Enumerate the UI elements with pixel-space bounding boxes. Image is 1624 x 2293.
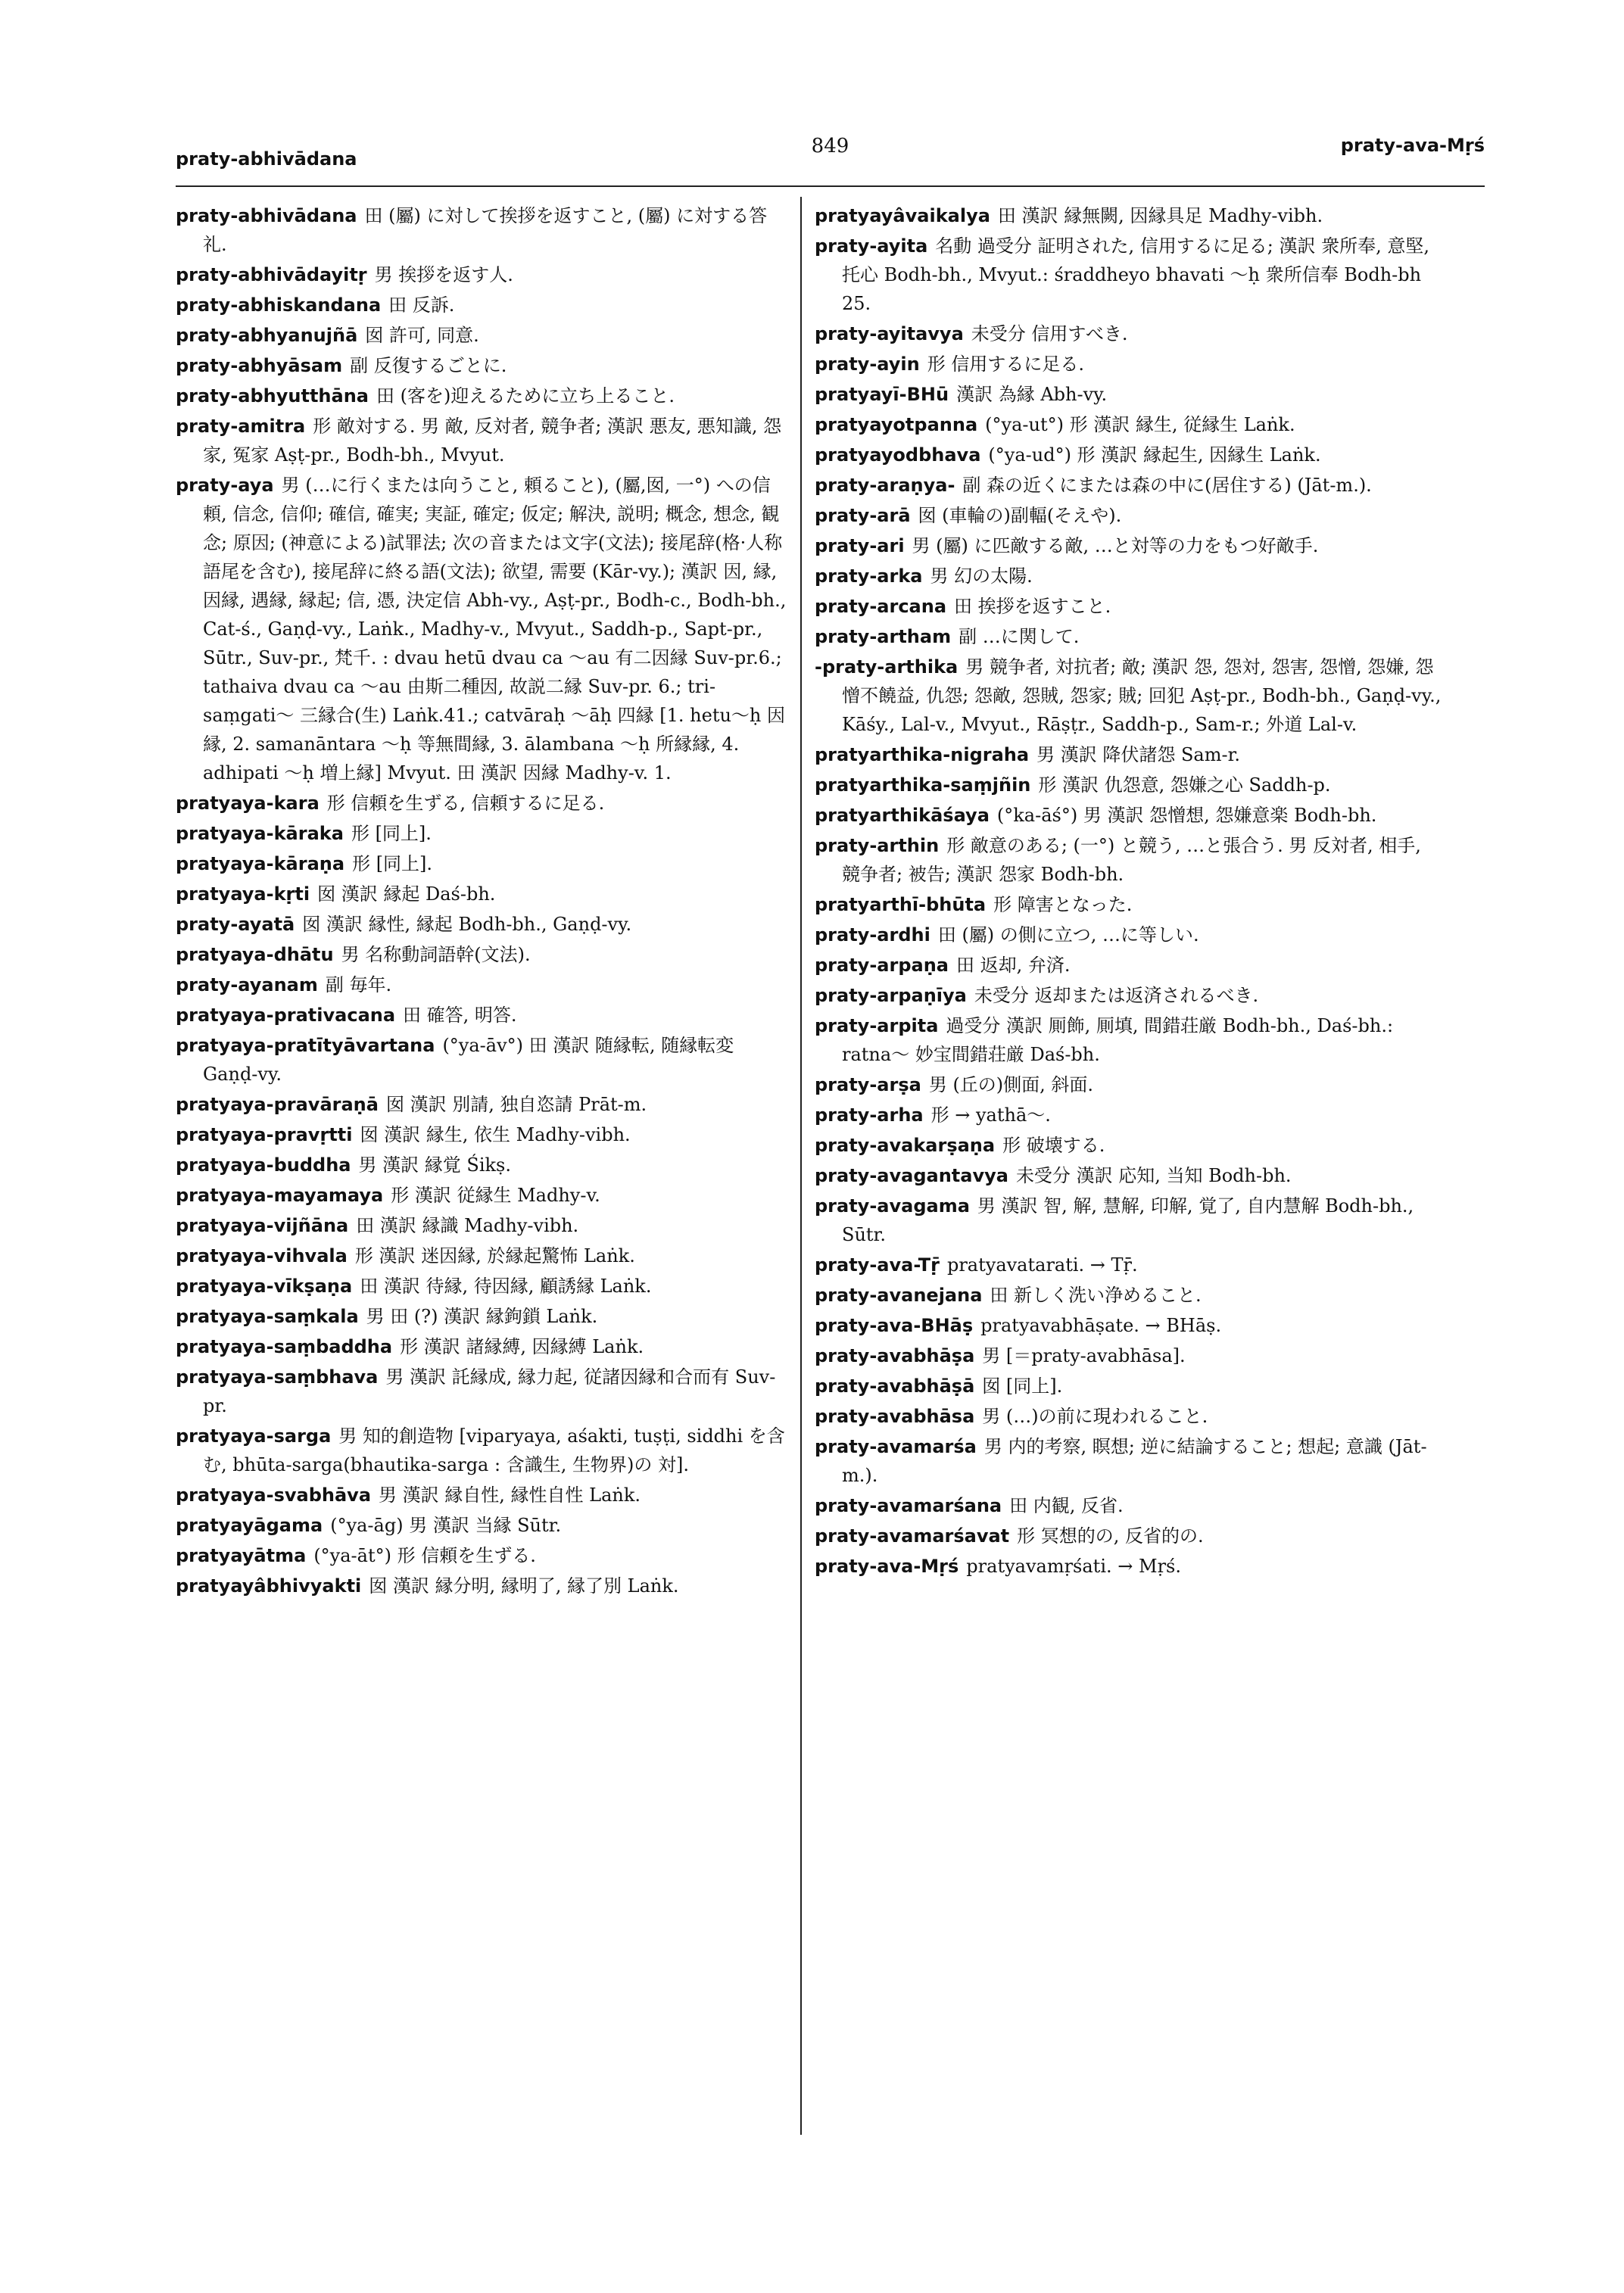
- entry-headword: praty-ayanam: [176, 974, 318, 995]
- entry-definition: 形 漢訳 従縁生 Madhy-v.: [391, 1185, 600, 1206]
- dictionary-entry: [176, 1422, 787, 1479]
- entry-definition: 未受分 漢訳 応知, 当知 Bodh-bh.: [1015, 1165, 1292, 1186]
- entry-definition: pratyavatarati. → Tṝ.: [946, 1254, 1138, 1276]
- entry-headword: praty-ayitavya: [815, 323, 964, 344]
- dictionary-entry: [815, 1070, 1443, 1099]
- dictionary-entry: [176, 1181, 787, 1210]
- entry-definition: 漢訳 為縁 Abh-vy.: [956, 384, 1108, 405]
- entry-definition: 男 漢訳 智, 解, 慧解, 印解, 覚了, 自内慧解 Bodh-bh., Sūtr.: [842, 1195, 1414, 1245]
- entry-definition: 田 内観, 反省.: [1009, 1495, 1124, 1516]
- entry-definition: 副 反復するごとに.: [350, 355, 507, 376]
- entry-definition: 未受分 返却または返済されるべき.: [974, 985, 1259, 1006]
- dictionary-entry: [815, 1552, 1443, 1581]
- dictionary-entry: [176, 1272, 787, 1301]
- dictionary-entry: [815, 801, 1443, 830]
- entry-headword: pratyaya-prativacana: [176, 1005, 396, 1026]
- entry-definition: 副 森の近くにまたは森の中に(居住する) (Jāt-m.).: [962, 475, 1372, 496]
- entry-headword: pratyaya-svabhāva: [176, 1485, 372, 1506]
- entry-definition: 田 (屬) に対して挨拶を返すこと, (屬) に対する答礼.: [203, 205, 768, 255]
- dictionary-entry: [815, 319, 1443, 348]
- entry-definition: 田 漢訳 縁無闕, 因縁具足 Madhy-vibh.: [997, 205, 1323, 226]
- entry-definition: 男 漢訳 縁覚 Śikṣ.: [358, 1154, 511, 1176]
- entry-definition: 男 (…に行くまたは向うこと, 頼ること), (屬,囡, 一°) への信頼, 信念, 信仰; 確信, 確実; 実証, 確定; 仮定; 解決, 説明; 概念, 想念, 観念; 原因; (神意による)試罪法; 次の音または文字(文法); 接尾辞(格·人称語尾を含む), 接尾辞に終る語(文法); 欲望, 需要 (Kār-vy.); 漢訳 因, 縁, 因縁, 遇縁, 縁起; 信, 憑, 決定信 Abh-vy., Aṣṭ-pr., Bodh-c., Bodh-bh., Cat-ś., Gaṇḍ-vy., Laṅk., Madhy-v., Mvyut., Saddh-p., Sapt-pr., Sūtr., Suv-pr., 梵千. : dvau hetū dvau ca ～au 有二因縁 Suv-pr.6.; tathaiva dvau ca ～au 由斯二種因, 故説二縁 Suv-pr. 6.; tri-saṃgati～ 三縁合(生) Laṅk.41.; catvāraḥ ～āḥ 四縁 [1. hetu～ḥ 因縁, 2. samanāntara ～ḥ 等無間縁, 3. ālambana ～ḥ 所縁縁, 4. adhipati ～ḥ 増上縁] Mvyut. 田 漢訳 因縁 Madhy-v. 1.: [203, 475, 787, 784]
- entry-headword: pratyarthikāśaya: [815, 805, 990, 826]
- entry-headword: praty-arpaṇīya: [815, 985, 967, 1006]
- entry-definition: 男 知的創造物 [viparyaya, aśakti, tuṣṭi, siddhi を含む, bhūta-sarga(bhautika-sarga : 含識生, 生物界)の 対].: [203, 1425, 785, 1475]
- entry-headword: praty-avabhāṣā: [815, 1375, 975, 1397]
- entry-definition: (°ya-āt°) 形 信頼を生ずる.: [313, 1545, 536, 1566]
- dictionary-entry: [815, 562, 1443, 590]
- entry-headword: pratyayātma: [176, 1545, 307, 1566]
- entry-headword: praty-arā: [815, 505, 911, 526]
- entry-headword: pratyaya-vīkṣaṇa: [176, 1276, 353, 1297]
- dictionary-entry: [815, 1161, 1443, 1190]
- entry-definition: 田 挨拶を返すこと.: [954, 596, 1111, 617]
- dictionary-entry: [176, 321, 787, 350]
- entry-definition: 男 挨拶を返す人.: [374, 264, 513, 285]
- header-rule: [176, 185, 1485, 187]
- entry-headword: pratyayâbhivyakti: [176, 1575, 362, 1597]
- entry-headword: praty-ayin: [815, 354, 920, 375]
- dictionary-entry: [815, 1402, 1443, 1431]
- dictionary-entry: [815, 831, 1443, 889]
- entry-headword: pratyarthika-saṃjñin: [815, 774, 1031, 796]
- dictionary-entry: [815, 1131, 1443, 1160]
- entry-headword: praty-aya: [176, 475, 274, 496]
- entry-definition: (°ya-āv°) 田 漢訳 随縁転, 随縁転変 Gaṇḍ-vy.: [203, 1035, 734, 1085]
- dictionary-entry: [176, 849, 787, 878]
- entry-definition: 田 反訴.: [388, 294, 455, 316]
- entry-headword: pratyaya-vihvala: [176, 1245, 348, 1266]
- dictionary-entry: [176, 1001, 787, 1030]
- dictionary-entry: [176, 201, 787, 259]
- dictionary-entry: [815, 653, 1443, 739]
- dictionary-entry: [815, 1522, 1443, 1550]
- entry-definition: 田 (屬) の側に立つ, …に等しい.: [937, 924, 1199, 946]
- entry-headword: pratyayotpanna: [815, 414, 978, 435]
- entry-definition: 男 (屬) に匹敵する敵, …と対等の力をもつ好敵手.: [912, 535, 1319, 556]
- entry-definition: pratyavabhāṣate. → BHāṣ.: [980, 1315, 1222, 1336]
- page-number: 849: [811, 135, 849, 157]
- entry-headword: praty-arha: [815, 1104, 924, 1126]
- entry-definition: 男 競争者, 対抗者; 敵; 漢訳 怨, 怨対, 怨害, 怨憎, 怨嫌, 怨憎不饒益, 仇怨; 怨敵, 怨賊, 怨家; 賊; 回犯 Aṣṭ-pr., Bodh-bh., Gaṇḍ-vy., Kāśy., Lal-v., Mvyut., Rāṣṭr., Saddh-p., Sam-r.; 外道 Lal-v.: [842, 656, 1442, 735]
- dictionary-entry: [176, 1332, 787, 1361]
- entry-headword: praty-ayatā: [176, 914, 295, 935]
- dictionary-entry: [176, 1511, 787, 1540]
- entry-definition: (°ka-āś°) 男 漢訳 怨憎想, 怨嫌意楽 Bodh-bh.: [996, 805, 1377, 826]
- entry-definition: 田 確答, 明答.: [403, 1005, 517, 1026]
- entry-definition: 男 [＝praty-avabhāsa].: [982, 1345, 1186, 1366]
- entry-definition: 男 幻の太陽.: [930, 565, 1033, 587]
- entry-definition: 形 漢訳 諸縁縛, 因縁縛 Laṅk.: [400, 1336, 644, 1357]
- entry-headword: pratyaya-buddha: [176, 1154, 351, 1176]
- entry-headword: pratyaya-mayamaya: [176, 1185, 384, 1206]
- dictionary-entry: [815, 410, 1443, 439]
- entry-headword: praty-ava-Mṛś: [815, 1556, 959, 1577]
- entry-headword: pratyaya-saṃbaddha: [176, 1336, 393, 1357]
- dictionary-entry: [815, 1341, 1443, 1370]
- entry-definition: 田 (客を)迎えるために立ち上ること.: [376, 385, 675, 407]
- entry-headword: pratyaya-kara: [176, 793, 320, 814]
- entry-headword: praty-abhyanujñā: [176, 325, 358, 346]
- entry-definition: 男 漢訳 託縁成, 縁力起, 従諸因縁和合而有 Suv-pr.: [203, 1366, 776, 1416]
- entry-definition: 副 …に関して.: [959, 626, 1080, 647]
- dictionary-entry: [815, 890, 1443, 919]
- entry-headword: praty-abhiskandana: [176, 294, 382, 316]
- dictionary-entry: [176, 1541, 787, 1570]
- entry-definition: 男 漢訳 降伏諸怨 Sam-r.: [1036, 744, 1241, 765]
- dictionary-entry: [176, 1302, 787, 1331]
- entry-headword: pratyaya-vijñāna: [176, 1215, 349, 1236]
- entry-definition: 男 (…)の前に現われること.: [982, 1406, 1208, 1427]
- entry-headword: praty-ava-Tṝ: [815, 1254, 940, 1276]
- entry-definition: 形 敵対する. 男 敵, 反対者, 競争者; 漢訳 悪友, 悪知識, 怨家, 冤家 Aṣṭ-pr., Bodh-bh., Mvyut.: [203, 416, 782, 466]
- dictionary-entry: [815, 1311, 1443, 1340]
- entry-headword: praty-avabhāsa: [815, 1406, 975, 1427]
- entry-headword: praty-artham: [815, 626, 952, 647]
- entry-headword: pratyaya-saṃbhava: [176, 1366, 379, 1388]
- entry-headword: pratyayī-BHū: [815, 384, 949, 405]
- entry-definition: (°ya-ut°) 形 漢訳 縁生, 従縁生 Laṅk.: [985, 414, 1295, 435]
- dictionary-entry: [815, 1192, 1443, 1249]
- dictionary-entry: [815, 232, 1443, 318]
- entry-headword: praty-avagantavya: [815, 1165, 1008, 1186]
- dictionary-entry: [176, 1211, 787, 1240]
- entry-definition: 男 (丘の)側面, 斜面.: [928, 1074, 1094, 1095]
- dictionary-entry: [815, 771, 1443, 799]
- entry-headword: pratyaya-kāraka: [176, 823, 344, 844]
- entry-definition: 形 [同上].: [352, 853, 433, 874]
- dictionary-entry: [176, 910, 787, 939]
- entry-headword: praty-ayita: [815, 235, 928, 257]
- entry-definition: 男 名称動詞語幹(文法).: [341, 944, 531, 965]
- dictionary-entry: [815, 1251, 1443, 1279]
- entry-definition: 形 信用するに足る.: [927, 354, 1084, 375]
- entry-definition: 田 新しく洗い浄めること.: [990, 1285, 1202, 1306]
- entry-definition: 形 漢訳 迷因縁, 於縁起驚怖 Laṅk.: [354, 1245, 635, 1266]
- entry-headword: pratyaya-kāraṇa: [176, 853, 345, 874]
- dictionary-entry: [815, 1491, 1443, 1520]
- dictionary-entry: [176, 940, 787, 969]
- entry-headword: pratyaya-pratītyāvartana: [176, 1035, 435, 1056]
- dictionary-entry: [176, 1120, 787, 1149]
- entry-headword: pratyaya-sarga: [176, 1425, 332, 1447]
- dictionary-entry: [815, 441, 1443, 469]
- dictionary-entry: [176, 1242, 787, 1270]
- dictionary-entry: [815, 501, 1443, 530]
- entry-definition: 形 → yathā～.: [930, 1104, 1051, 1126]
- dictionary-entry: [176, 291, 787, 319]
- entry-definition: 田 漢訳 待縁, 待因縁, 顧誘縁 Laṅk.: [360, 1276, 652, 1297]
- entry-headword: praty-avamarśa: [815, 1436, 977, 1457]
- dictionary-entry: [176, 819, 787, 848]
- entry-headword: praty-ari: [815, 535, 905, 556]
- entry-definition: 男 漢訳 縁自性, 縁性自性 Laṅk.: [379, 1485, 641, 1506]
- entry-headword: praty-arthin: [815, 835, 940, 856]
- entry-headword: pratyaya-pravāraṇā: [176, 1094, 379, 1115]
- dictionary-entry: [815, 1281, 1443, 1310]
- dictionary-entry: [815, 622, 1443, 651]
- entry-headword: pratyaya-pravṛtti: [176, 1124, 353, 1145]
- dictionary-entry: [176, 382, 787, 410]
- dictionary-entry: [815, 951, 1443, 980]
- entry-headword: praty-araṇya-: [815, 475, 955, 496]
- entry-definition: 男 内的考察, 瞑想; 逆に結論すること; 想起; 意識 (Jāt-m.).: [842, 1436, 1427, 1486]
- dictionary-entry: [176, 1572, 787, 1600]
- entry-headword: pratyarthī-bhūta: [815, 894, 987, 915]
- dictionary-entry: [176, 471, 787, 787]
- dictionary-entry: [176, 1481, 787, 1509]
- dictionary-entry: [815, 531, 1443, 560]
- dictionary-entry: [176, 1151, 787, 1179]
- entry-headword: pratyaya-dhātu: [176, 944, 334, 965]
- entry-definition: 田 漢訳 縁識 Madhy-vibh.: [356, 1215, 579, 1236]
- entry-headword: praty-avamarśavat: [815, 1525, 1010, 1547]
- entry-headword: praty-avamarśana: [815, 1495, 1002, 1516]
- entry-headword: praty-arpita: [815, 1015, 939, 1036]
- entry-headword: praty-ardhi: [815, 924, 930, 946]
- left-column: [176, 201, 787, 2248]
- entry-definition: 囡 (車輪の)副輻(そえや).: [918, 505, 1122, 526]
- dictionary-entry: [176, 1363, 787, 1420]
- entry-definition: 囡 [同上].: [982, 1375, 1063, 1397]
- entry-definition: 副 毎年.: [325, 974, 392, 995]
- entry-headword: pratyayāgama: [176, 1515, 323, 1536]
- entry-definition: 形 冥想的の, 反省的の.: [1017, 1525, 1204, 1547]
- running-head-left: praty-abhivādana: [176, 148, 357, 170]
- entry-headword: praty-arpaṇa: [815, 955, 949, 976]
- dictionary-entry: [176, 351, 787, 380]
- entry-definition: 囡 漢訳 縁分明, 縁明了, 縁了別 Laṅk.: [369, 1575, 679, 1597]
- entry-definition: 未受分 信用すべき.: [971, 323, 1128, 344]
- entry-headword: praty-arcana: [815, 596, 947, 617]
- entry-headword: pratyarthika-nigraha: [815, 744, 1030, 765]
- dictionary-entry: [176, 260, 787, 289]
- entry-definition: 形 [同上].: [351, 823, 432, 844]
- entry-definition: 形 信頼を生ずる, 信頼するに足る.: [326, 793, 605, 814]
- dictionary-entry: [815, 471, 1443, 500]
- entry-definition: 形 漢訳 仇怨意, 怨嫌之心 Saddh-p.: [1038, 774, 1331, 796]
- dictionary-entry: [815, 921, 1443, 949]
- right-column: [815, 201, 1443, 2248]
- entry-headword: praty-abhivādana: [176, 205, 357, 226]
- entry-headword: pratyayodbhava: [815, 444, 981, 466]
- entry-headword: praty-avanejana: [815, 1285, 983, 1306]
- entry-headword: praty-arka: [815, 565, 923, 587]
- dictionary-entry: [815, 380, 1443, 409]
- entry-headword: praty-ava-BHāṣ: [815, 1315, 974, 1336]
- entry-headword: praty-amitra: [176, 416, 306, 437]
- dictionary-entry: [815, 1011, 1443, 1069]
- dictionary-entry: [815, 740, 1443, 769]
- entry-definition: 形 敵意のある; (一°) と競う, …と張合う. 男 反対者, 相手, 競争者; 被告; 漢訳 怨家 Bodh-bh.: [842, 835, 1421, 885]
- dictionary-entry: [815, 1432, 1443, 1490]
- dictionary-entry: [176, 970, 787, 999]
- entry-headword: praty-avakarṣaṇa: [815, 1135, 996, 1156]
- running-head-right: praty-ava-Mṛś: [1340, 135, 1485, 156]
- dictionary-entry: [176, 880, 787, 908]
- dictionary-entry: [176, 412, 787, 469]
- entry-definition: 囡 漢訳 縁性, 縁起 Bodh-bh., Gaṇḍ-vy.: [302, 914, 632, 935]
- entry-definition: 形 障害となった.: [993, 894, 1133, 915]
- dictionary-entry: [815, 981, 1443, 1010]
- entry-headword: praty-arṣa: [815, 1074, 921, 1095]
- entry-definition: 形 破壊する.: [1002, 1135, 1105, 1156]
- dictionary-entry: [176, 1031, 787, 1089]
- entry-definition: (°ya-ud°) 形 漢訳 縁起生, 因縁生 Laṅk.: [988, 444, 1321, 466]
- entry-definition: 過受分 漢訳 厠飾, 厠填, 間錯荘厳 Bodh-bh., Daś-bh.: ratna～ 妙宝間錯荘厳 Daś-bh.: [842, 1015, 1394, 1065]
- entry-headword: praty-abhyutthāna: [176, 385, 369, 407]
- entry-headword: praty-abhyāsam: [176, 355, 343, 376]
- entry-definition: 囡 漢訳 縁起 Daś-bh.: [317, 883, 496, 905]
- dictionary-entry: [176, 1090, 787, 1119]
- dictionary-entry: [815, 201, 1443, 230]
- entry-headword: praty-abhivādayitṛ: [176, 264, 367, 285]
- entry-headword: -praty-arthika: [815, 656, 959, 678]
- entry-definition: 名動 過受分 証明された, 信用するに足る; 漢訳 衆所奉, 意堅, 托心 Bodh-bh., Mvyut.: śraddheyo bhavati ～ḥ 衆所信奉 Bodh-bh 25.: [842, 235, 1430, 314]
- dictionary-entry: [815, 1101, 1443, 1129]
- entry-headword: pratyaya-saṃkala: [176, 1306, 359, 1327]
- entry-definition: 男 田 (?) 漢訳 縁鉤鎖 Laṅk.: [366, 1306, 598, 1327]
- dictionary-entry: [815, 592, 1443, 621]
- entry-definition: 囡 漢訳 別請, 独自恣請 Prāt-m.: [385, 1094, 647, 1115]
- dictionary-entry: [815, 1372, 1443, 1400]
- entry-headword: pratyayâvaikalya: [815, 205, 990, 226]
- entry-headword: pratyaya-kṛti: [176, 883, 310, 905]
- entry-definition: pratyavamṛśati. → Mṛś.: [966, 1556, 1181, 1577]
- entry-definition: (°ya-āg) 男 漢訳 当縁 Sūtr.: [330, 1515, 562, 1536]
- entry-definition: 田 返却, 弁済.: [955, 955, 1071, 976]
- column-divider: [800, 197, 802, 2135]
- page-header: [176, 135, 1485, 180]
- entry-definition: 囡 漢訳 縁生, 依生 Madhy-vibh.: [360, 1124, 631, 1145]
- entry-headword: praty-avabhāṣa: [815, 1345, 975, 1366]
- entry-headword: praty-avagama: [815, 1195, 970, 1217]
- dictionary-entry: [176, 789, 787, 818]
- entry-definition: 囡 許可, 同意.: [365, 325, 479, 346]
- dictionary-entry: [815, 350, 1443, 379]
